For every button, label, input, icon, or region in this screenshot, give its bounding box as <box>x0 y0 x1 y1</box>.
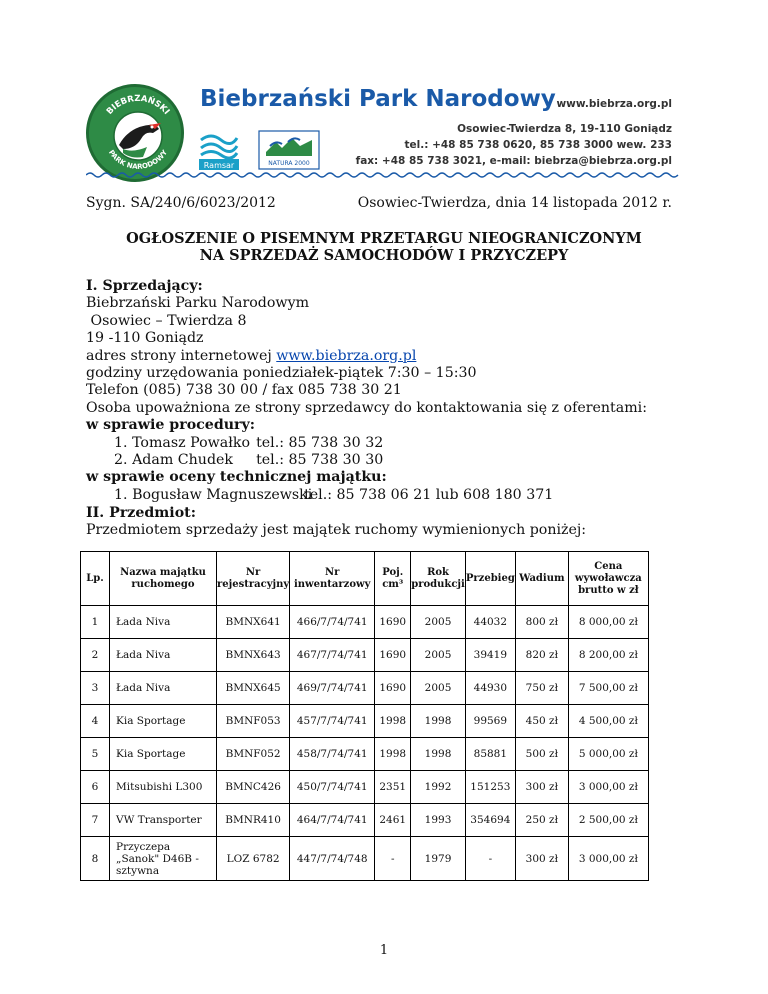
table-header-row <box>81 552 649 606</box>
cell-cena: 4 500,00 zł <box>568 705 648 738</box>
cell-lp: 3 <box>81 672 110 705</box>
cell-poj: 1998 <box>375 705 411 738</box>
natura-2000-logo-icon <box>258 130 320 170</box>
subject-text: Przedmiotem sprzedaży jest majątek ruchomy wymienionych poniżej: <box>86 522 587 539</box>
procedure-contact-2 <box>86 452 686 469</box>
cell-lp: 5 <box>81 738 110 771</box>
cell-wadium: 800 zł <box>515 606 568 639</box>
contact-number: 1. <box>114 434 128 451</box>
table-row <box>81 639 649 672</box>
contact-intro: Osoba upoważniona ze strony sprzedawcy do kontaktowania się z oferentami: <box>86 399 647 416</box>
cell-przebieg: 354694 <box>465 804 515 837</box>
logo-text-top: BIEBRZAŃSKI <box>104 93 172 117</box>
contact-name: Tomasz Powałko <box>132 434 250 451</box>
procedure-heading: w sprawie procedury: <box>86 417 256 434</box>
cell-nazwa: Przyczepa „Sanok" D46B -sztywna <box>110 837 217 881</box>
seller-heading: I. Sprzedający: <box>86 278 203 294</box>
cell-inw: 447/7/74/748 <box>290 837 375 881</box>
cell-cena: 2 500,00 zł <box>568 804 648 837</box>
cell-inw: 450/7/74/741 <box>290 771 375 804</box>
cell-cena: 5 000,00 zł <box>568 738 648 771</box>
cell-rok: 2005 <box>411 606 466 639</box>
document-title-line1: OGŁOSZENIE O PISEMNYM PRZETARGU NIEOGRANICZONYM <box>126 230 642 247</box>
cell-wadium: 500 zł <box>515 738 568 771</box>
seller-section <box>86 278 686 504</box>
seller-city: 19 -110 Goniądz <box>86 330 204 347</box>
cell-cena: 3 000,00 zł <box>568 771 648 804</box>
cell-rej: BMNX643 <box>217 639 290 672</box>
cell-nazwa: Łada Niva <box>110 639 217 672</box>
cell-cena: 8 200,00 zł <box>568 639 648 672</box>
cell-przebieg: - <box>465 837 515 881</box>
cell-wadium: 300 zł <box>515 837 568 881</box>
park-name-title: Biebrzański Park Narodowy <box>200 86 556 112</box>
header-poj: Poj. cm³ <box>375 552 411 606</box>
cell-rok: 1998 <box>411 738 466 771</box>
cell-inw: 466/7/74/741 <box>290 606 375 639</box>
cell-inw: 457/7/74/741 <box>290 705 375 738</box>
cell-nazwa: Łada Niva <box>110 672 217 705</box>
header-inw: Nr inwentarzowy <box>290 552 375 606</box>
fax-email-text: fax: +48 85 738 3021, e-mail: biebrza@biebrza.org.pl <box>355 155 672 167</box>
cell-przebieg: 99569 <box>465 705 515 738</box>
contact-phone: tel.: 85 738 30 30 <box>256 452 384 469</box>
cell-przebieg: 151253 <box>465 771 515 804</box>
cell-lp: 1 <box>81 606 110 639</box>
header-wadium: Wadium <box>515 552 568 606</box>
place-date: Osowiec-Twierdza, dnia 14 listopada 2012 r. <box>357 195 672 211</box>
contact-phone: tel.: 85 738 30 32 <box>256 434 384 451</box>
cell-inw: 467/7/74/741 <box>290 639 375 672</box>
cell-inw: 469/7/74/741 <box>290 672 375 705</box>
table-row <box>81 738 649 771</box>
cell-cena: 3 000,00 zł <box>568 837 648 881</box>
cell-wadium: 250 zł <box>515 804 568 837</box>
cell-nazwa: Mitsubishi L300 <box>110 771 217 804</box>
header-divider <box>86 170 682 180</box>
cell-wadium: 300 zł <box>515 771 568 804</box>
park-logo <box>86 84 184 182</box>
cell-poj: 2461 <box>375 804 411 837</box>
page-number: 1 <box>379 943 389 958</box>
cell-wadium: 820 zł <box>515 639 568 672</box>
cell-rok: 1993 <box>411 804 466 837</box>
table-row <box>81 705 649 738</box>
cell-rej: LOZ 6782 <box>217 837 290 881</box>
cell-inw: 458/7/74/741 <box>290 738 375 771</box>
cell-lp: 6 <box>81 771 110 804</box>
seller-street: Osowiec – Twierdza 8 <box>86 312 247 329</box>
cell-nazwa: Kia Sportage <box>110 705 217 738</box>
office-hours: godziny urzędowania poniedziałek-piątek 7:30 – 15:30 <box>86 365 477 382</box>
cell-rok: 2005 <box>411 672 466 705</box>
cell-przebieg: 44930 <box>465 672 515 705</box>
cell-poj: 1690 <box>375 639 411 672</box>
cell-lp: 2 <box>81 639 110 672</box>
cell-poj: 1690 <box>375 672 411 705</box>
cell-wadium: 750 zł <box>515 672 568 705</box>
document-title-line2: NA SPRZEDAŻ SAMOCHODÓW I PRZYCZEPY <box>199 247 569 264</box>
header-przebieg: Przebieg <box>465 552 515 606</box>
phone-text: tel.: +48 85 738 0620, 85 738 3000 wew. 233 <box>404 139 672 151</box>
website-link[interactable]: www.biebrza.org.pl <box>276 347 417 364</box>
cell-nazwa: VW Transporter <box>110 804 217 837</box>
cell-poj: 1998 <box>375 738 411 771</box>
seller-name: Biebrzański Parku Narodowym <box>86 295 310 312</box>
cell-rok: 1998 <box>411 705 466 738</box>
assets-table <box>80 551 649 881</box>
header-nazwa: Nazwa majątku ruchomego <box>110 552 217 606</box>
procedure-contact-1 <box>86 435 686 452</box>
cell-rej: BMNX645 <box>217 672 290 705</box>
cell-lp: 8 <box>81 837 110 881</box>
cell-cena: 8 000,00 zł <box>568 606 648 639</box>
table-row <box>81 837 649 881</box>
cell-rok: 2005 <box>411 639 466 672</box>
header-cena: Cena wywoławcza brutto w zł <box>568 552 648 606</box>
header-rej: Nr rejestracyjny <box>217 552 290 606</box>
cell-inw: 464/7/74/741 <box>290 804 375 837</box>
cell-rej: BMNF053 <box>217 705 290 738</box>
cell-poj: 2351 <box>375 771 411 804</box>
cell-przebieg: 39419 <box>465 639 515 672</box>
tech-heading: w sprawie oceny technicznej majątku: <box>86 469 387 486</box>
table-row <box>81 606 649 639</box>
table-row <box>81 804 649 837</box>
cell-poj: 1690 <box>375 606 411 639</box>
contact-number: 1. <box>114 486 128 503</box>
cell-nazwa: Łada Niva <box>110 606 217 639</box>
natura-label: NATURA 2000 <box>268 160 310 167</box>
contact-name: Adam Chudek <box>132 452 234 469</box>
reference-number: Sygn. SA/240/6/6023/2012 <box>86 195 276 211</box>
table-row <box>81 672 649 705</box>
cell-rok: 1992 <box>411 771 466 804</box>
cell-cena: 7 500,00 zł <box>568 672 648 705</box>
logo-text-bottom: PARK NARODOWY <box>106 148 170 171</box>
subject-heading: II. Przedmiot: <box>86 505 196 521</box>
contact-phone: tel.: 85 738 06 21 lub 608 180 371 <box>304 486 554 503</box>
subject-section <box>86 505 586 540</box>
website-text: www.biebrza.org.pl <box>556 98 672 110</box>
cell-poj: - <box>375 837 411 881</box>
seller-phone: Telefon (085) 738 30 00 / fax 085 738 30 21 <box>86 382 402 399</box>
tech-contact <box>86 487 686 504</box>
ramsar-logo-icon <box>199 128 239 170</box>
contact-name: Bogusław Magnuszewski <box>132 486 313 503</box>
cell-lp: 4 <box>81 705 110 738</box>
seller-website-line <box>86 348 686 365</box>
table-row <box>81 771 649 804</box>
cell-rej: BMNF052 <box>217 738 290 771</box>
cell-rok: 1979 <box>411 837 466 881</box>
header-rok: Rok produkcji <box>411 552 466 606</box>
cell-przebieg: 44032 <box>465 606 515 639</box>
address-text: Osowiec-Twierdza 8, 19-110 Goniądz <box>457 123 672 135</box>
contact-number: 2. <box>114 452 128 469</box>
cell-rej: BMNR410 <box>217 804 290 837</box>
cell-wadium: 450 zł <box>515 705 568 738</box>
ramsar-label: Ramsar <box>203 161 235 170</box>
cell-nazwa: Kia Sportage <box>110 738 217 771</box>
cell-rej: BMNC426 <box>217 771 290 804</box>
website-prefix: adres strony internetowej <box>86 347 277 364</box>
cell-przebieg: 85881 <box>465 738 515 771</box>
header-lp: Lp. <box>81 552 110 606</box>
cell-rej: BMNX641 <box>217 606 290 639</box>
cell-lp: 7 <box>81 804 110 837</box>
